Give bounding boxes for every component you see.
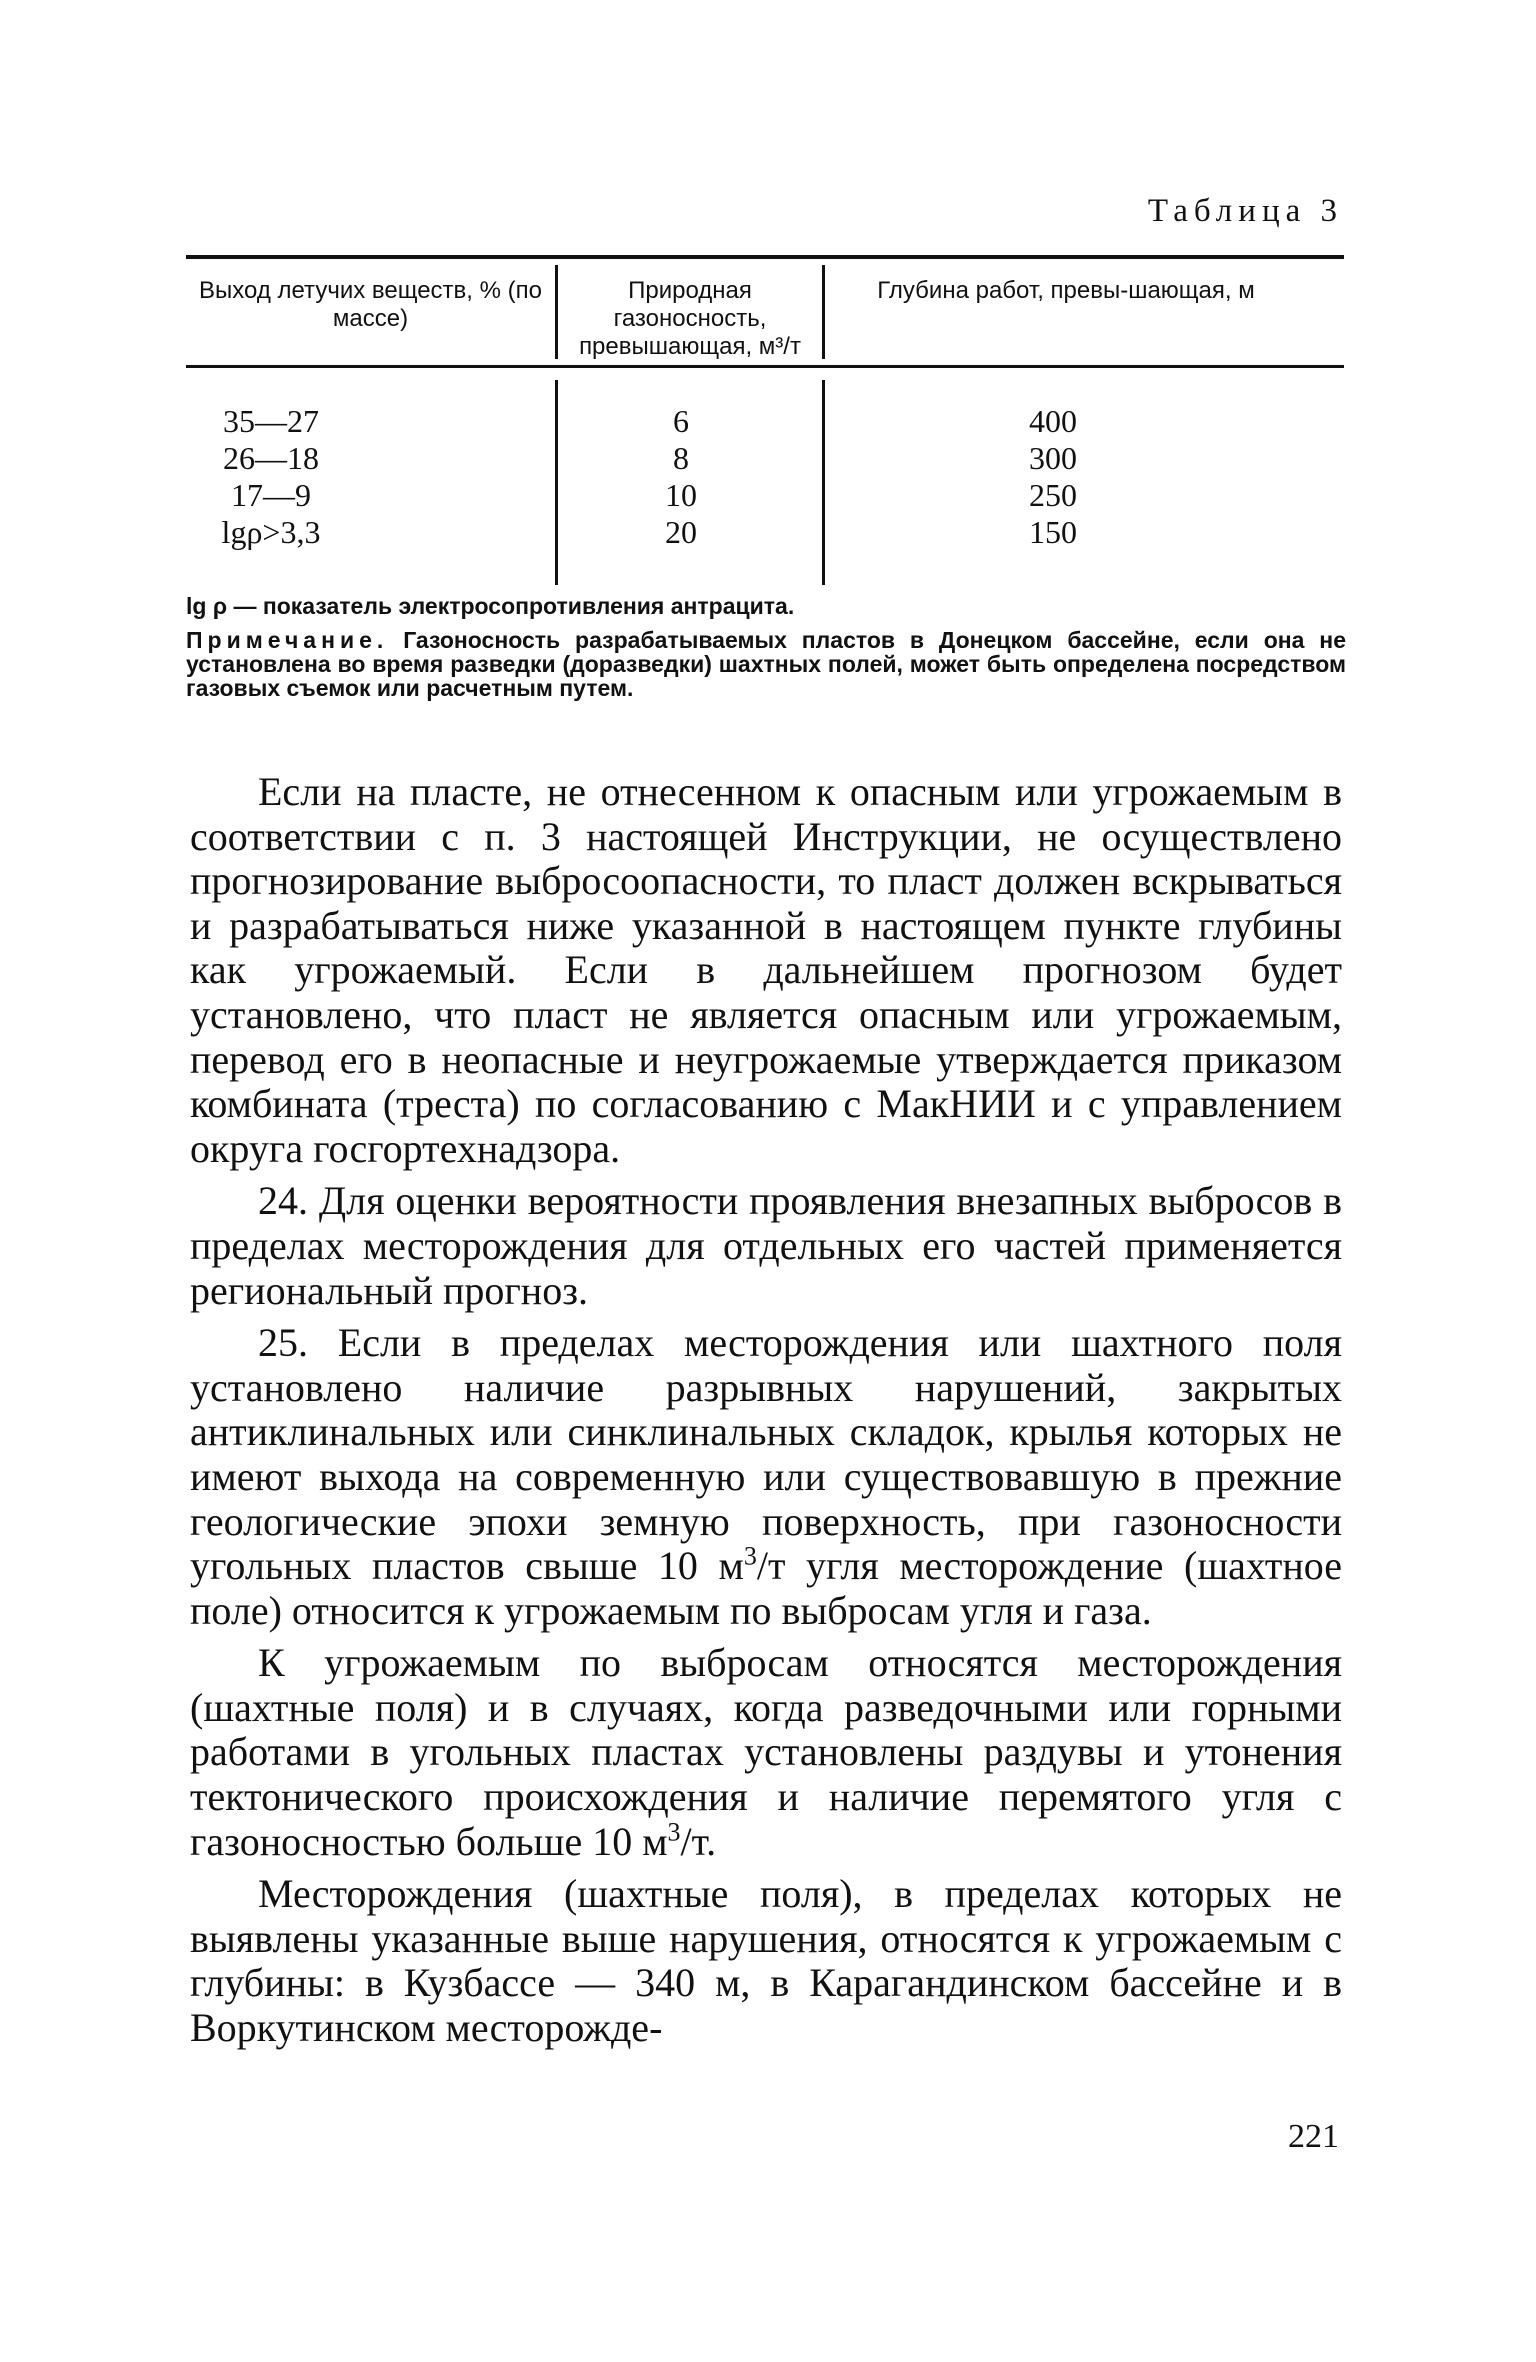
table-cell: 150 <box>1029 514 1077 550</box>
page-number: 221 <box>1288 2118 1339 2155</box>
header-depth: Глубина работ, превы-шающая, м <box>877 277 1255 304</box>
table-cell: 20 <box>665 514 697 550</box>
superscript: 3 <box>667 1817 681 1847</box>
column-gas-content <box>626 403 736 551</box>
paragraph-text: 25. Если в пределах месторождения или шахтного поля установлено наличие разрывных нарушений, закрытых антиклинальных или синклинальных складок, крылья которых не имеют выхода на современную или существовавшую в прежние геологические эпохи земную поверхность, при газоносности угольных пластов свыше 10 м <box>190 1320 1342 1589</box>
table-cell: 400 <box>1029 403 1077 439</box>
table-note <box>186 628 1346 700</box>
column-divider <box>822 265 825 359</box>
table-cell: 26—18 <box>223 440 319 476</box>
note-text: Газоносность разрабатываемых пластов в Донецком бассейне, если она не установлена во время разведки (доразведки) шахтных полей, может быть определена посредством газовых съемок или расчетным путем. <box>186 627 1346 701</box>
column-divider <box>555 380 558 585</box>
paragraph: 24. Для оценки вероятности проявления внезапных выбросов в пределах месторождения для отдельных его частей применяется региональный прогноз. <box>190 1178 1342 1313</box>
header-gas-content: Природная газоносность, превышающая, м³/т <box>579 277 801 360</box>
body-text <box>190 770 1342 2059</box>
table-cell: 8 <box>673 440 689 476</box>
superscript: 3 <box>743 1541 757 1571</box>
paragraph <box>190 1321 1342 1633</box>
paragraph <box>190 1641 1342 1864</box>
column-volatile-yield <box>186 403 356 551</box>
table-top-rule <box>186 255 1344 259</box>
table-caption: Таблица 3 <box>1147 193 1343 229</box>
column-divider <box>555 265 558 359</box>
table-cell: 6 <box>673 403 689 439</box>
paragraph: Если на пласте, не отнесенном к опасным или угрожаемым в соответствии с п. 3 настоящей Инструкции, не осуществлено прогнозирование выбросоопасности, то пласт должен вскрываться и разрабатываться ниже указанной в настоящем пункте глубины как угрожаемый. Если в дальнейшем прогнозом будет установлено, что пласт не является опасным или угрожаемым, перевод его в неопасные и неугрожаемые утверждается приказом комбината (треста) по согласованию с МакНИИ и с управлением округа госгортехнадзора. <box>190 769 1342 1171</box>
table-cell: 35—27 <box>223 403 319 439</box>
column-depth <box>998 403 1108 551</box>
paragraph-text: /т. <box>680 1818 717 1864</box>
paragraph-text: /т угля месторождение (шахтное поле) относится к угрожаемым по выбросам угля и газа. <box>190 1543 1343 1633</box>
table-cell: 17—9 <box>231 477 311 513</box>
paragraph: Месторождения (шахтные поля), в пределах которых не выявлены указанные выше нарушения, относятся к угрожаемым с глубины: в Кузбассе — 340 м, в Карагандинском бассейне и в Воркутинском месторожде- <box>190 1871 1342 2051</box>
table-footnote: lg ρ — показатель электросопротивления антрацита. <box>186 593 795 619</box>
header-volatile-yield: Выход летучих веществ, % (по массе) <box>199 277 542 332</box>
table-cell: 10 <box>665 477 697 513</box>
column-divider <box>822 380 825 585</box>
table-cell: lgρ>3,3 <box>221 514 321 550</box>
data-table <box>186 255 1344 585</box>
note-lead: Примечание. <box>186 627 389 653</box>
paragraph-text: К угрожаемым по выбросам относятся месторождения (шахтные поля) и в случаях, когда разведочными или горными работами в угольных пластах установлены раздувы и утонения тектонического происхождения и наличие перемятого угля с газоносностью больше 10 м <box>190 1640 1342 1864</box>
table-header-rule <box>186 365 1344 368</box>
table-cell: 250 <box>1029 477 1077 513</box>
table-cell: 300 <box>1029 440 1077 476</box>
